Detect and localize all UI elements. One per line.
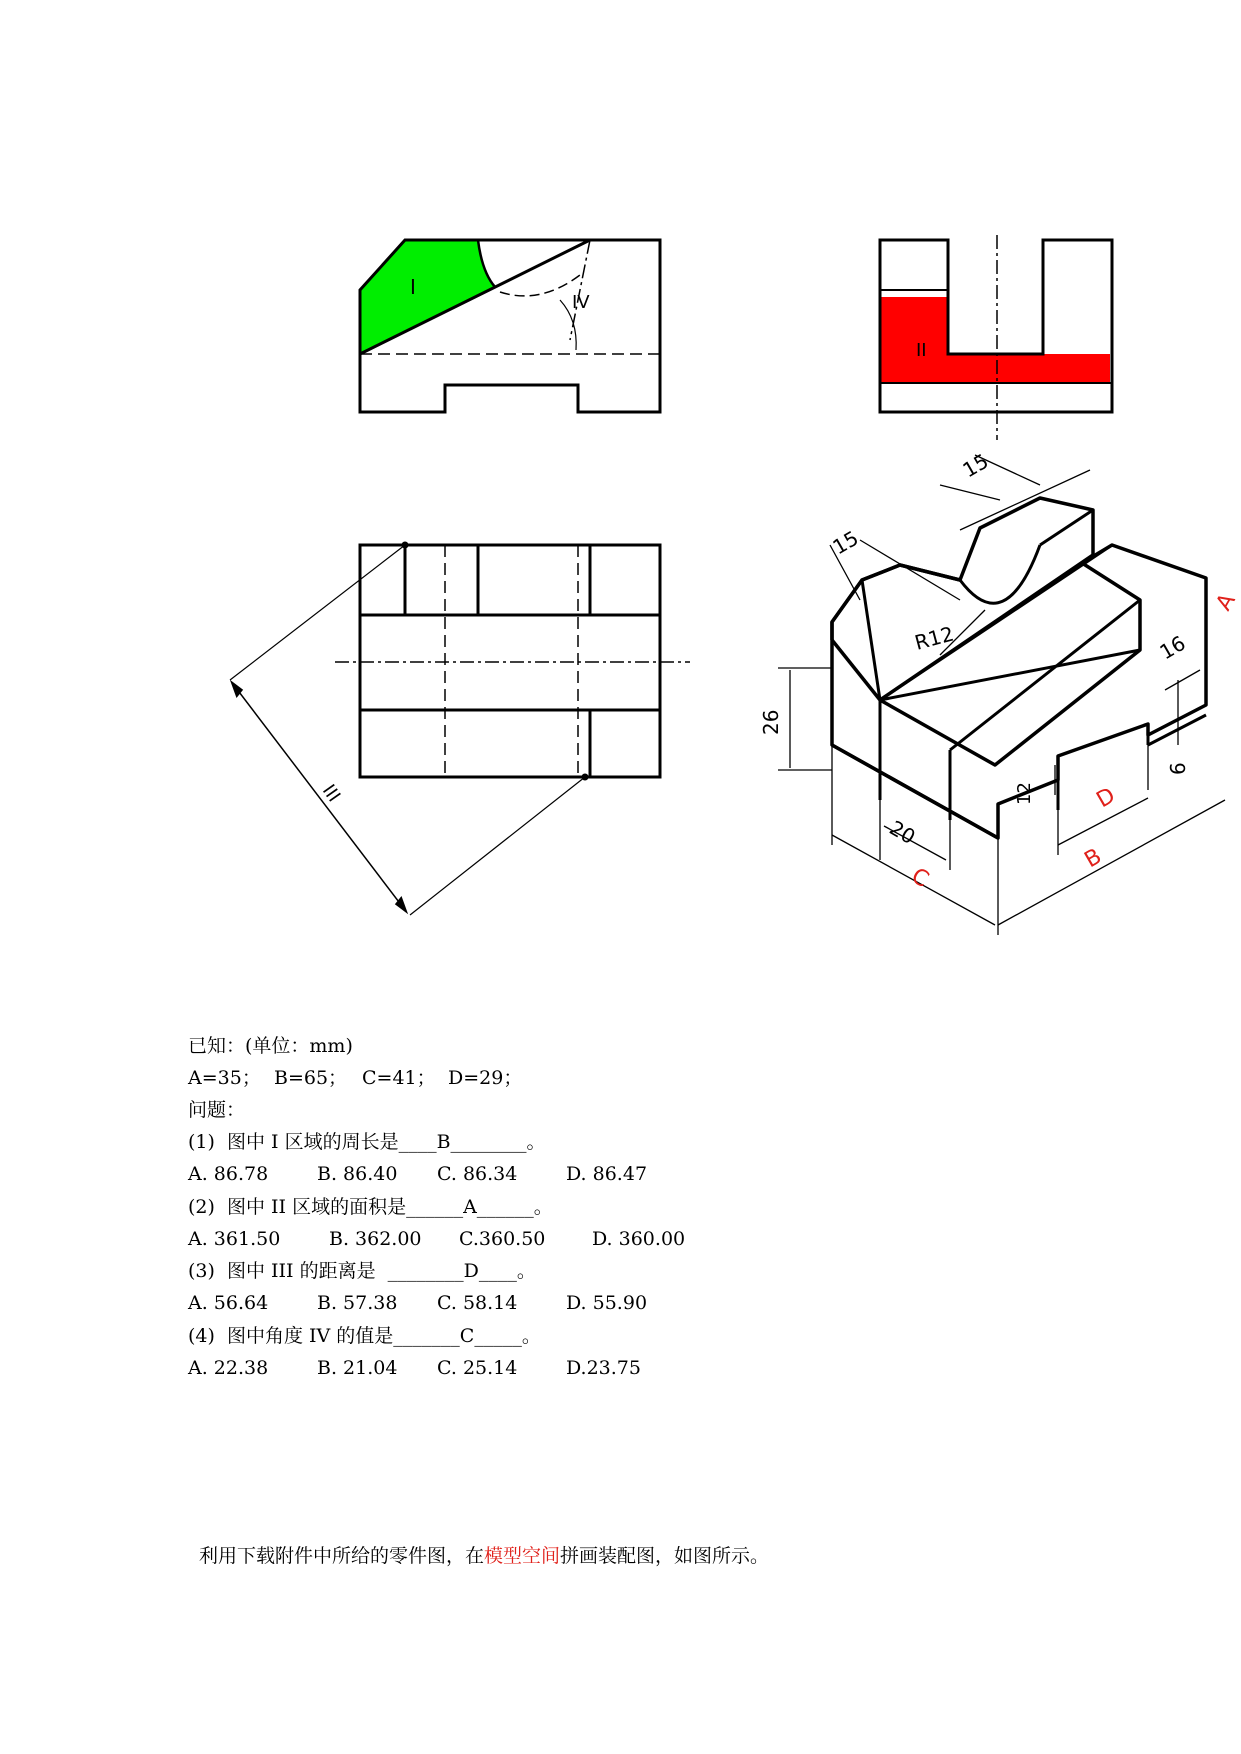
questions-heading: 问题： (188, 1099, 246, 1121)
value-C: C=41； (362, 1067, 436, 1089)
option: C.360.50 (459, 1228, 546, 1250)
option: A. 86.78 (188, 1163, 269, 1185)
dim-16: 16 (1155, 630, 1190, 665)
dim-20: 20 (885, 815, 920, 850)
option: B. 57.38 (317, 1292, 398, 1314)
option: C. 25.14 (437, 1357, 518, 1379)
option: A. 22.38 (188, 1357, 269, 1379)
option: C. 58.14 (437, 1292, 518, 1314)
label-region-I: I (410, 275, 416, 299)
value-B: B=65； (274, 1067, 348, 1089)
dim-15-left: 15 (828, 525, 863, 560)
question-1: (1) 图中 I 区域的周长是____B________。 (188, 1131, 546, 1153)
footer-text-start: 利用下载附件中所给的零件图，在 (199, 1545, 485, 1567)
option: A. 56.64 (188, 1292, 269, 1314)
region-II-fill (880, 297, 1110, 383)
dim-15-right: 15 (958, 448, 993, 483)
label-angle-IV: IV (572, 292, 590, 313)
value-D: D=29； (448, 1067, 523, 1089)
question-2: (2) 图中 II 区域的面积是______A______。 (188, 1196, 553, 1218)
footer-text-end: 拼画装配图，如图所示。 (560, 1545, 770, 1567)
dim-12: 12 (1014, 782, 1035, 805)
dim-D: D (1092, 783, 1120, 814)
dim-A: A (1211, 589, 1241, 615)
question-3: (3) 图中 III 的距离是 ________D____。 (188, 1260, 536, 1282)
label-region-II: II (916, 340, 927, 361)
known-heading: 已知：(单位：mm) (188, 1035, 353, 1057)
dim-6: 6 (1166, 762, 1190, 775)
side-view (880, 235, 1112, 440)
option: B. 21.04 (317, 1357, 398, 1379)
option: D. 360.00 (592, 1228, 686, 1250)
option: B. 362.00 (329, 1228, 422, 1250)
question-4: (4) 图中角度 IV 的值是_______C_____。 (188, 1325, 541, 1347)
option: C. 86.34 (437, 1163, 518, 1185)
front-view (360, 240, 660, 412)
option: D.23.75 (566, 1357, 641, 1379)
dim-26: 26 (759, 709, 783, 735)
value-A: A=35； (188, 1067, 261, 1089)
dim-C: C (907, 863, 933, 893)
footer-instruction (199, 1545, 769, 1567)
option: B. 86.40 (317, 1163, 398, 1185)
dim-B: B (1080, 843, 1107, 874)
dim-r12: R12 (912, 621, 957, 655)
top-view (230, 545, 690, 915)
footer-highlight: 模型空间 (484, 1545, 561, 1567)
option: A. 361.50 (188, 1228, 281, 1250)
label-distance-III: III (317, 780, 345, 806)
iso-dimensions (778, 455, 1225, 935)
option: D. 55.90 (566, 1292, 648, 1314)
option: D. 86.47 (566, 1163, 648, 1185)
